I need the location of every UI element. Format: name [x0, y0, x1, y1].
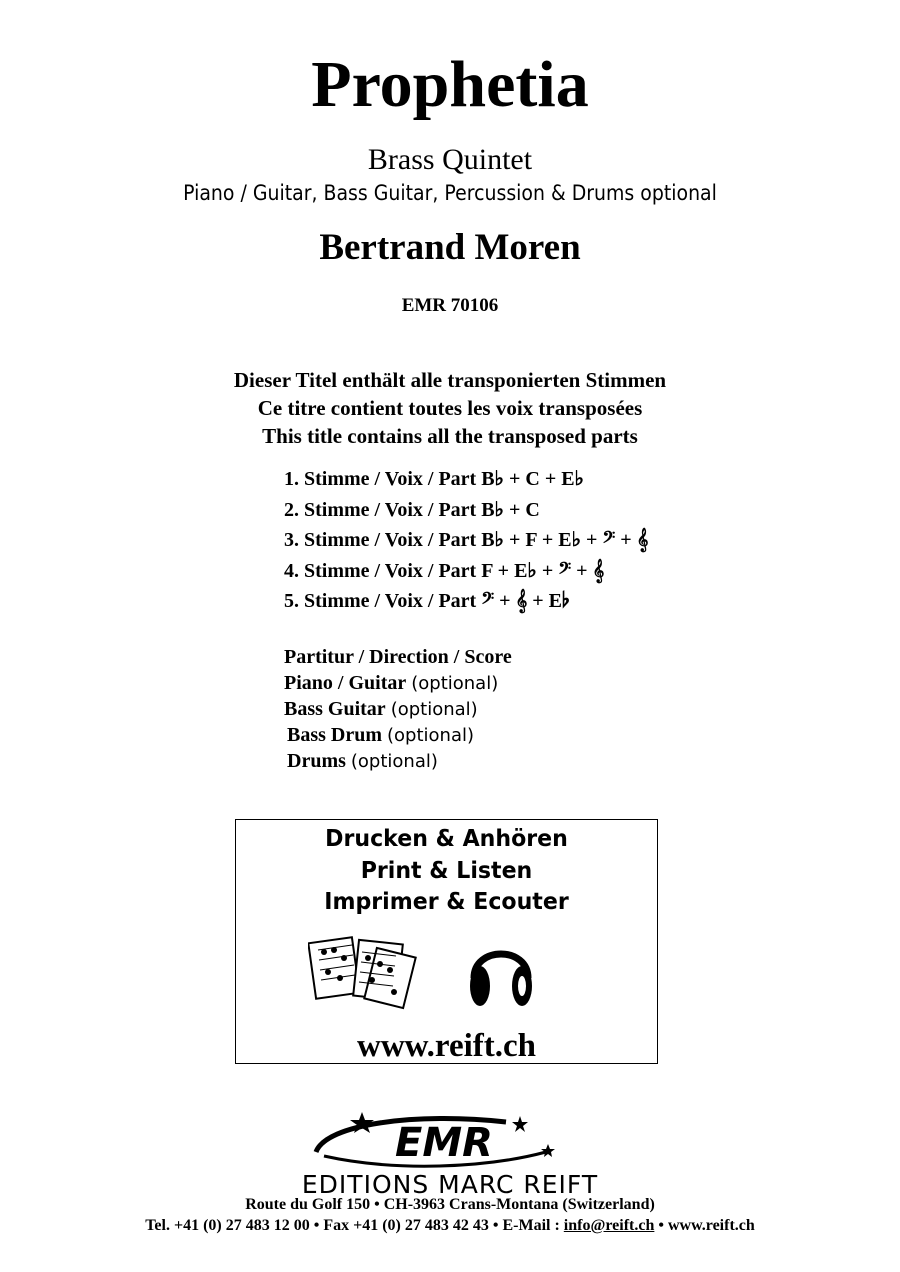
contact-suffix: • www.reift.ch [654, 1217, 755, 1234]
subtitle: Brass Quintet [367, 143, 533, 176]
extra-item [284, 670, 512, 696]
promo-line: Imprimer & Ecouter [324, 889, 569, 915]
part-item: 1. Stimme / Voix / Part B♭ + C + E♭ [284, 468, 584, 490]
catalog-number: EMR 70106 [401, 295, 499, 316]
publisher-address: Route du Golf 150 • CH-3963 Crans-Montana (Switzerland) [245, 1196, 655, 1213]
instrumentation: Piano / Guitar, Bass Guitar, Percussion & Drums optional [183, 181, 717, 205]
extra-item [284, 644, 512, 670]
title: Prophetia [311, 48, 589, 121]
extra-note: (optional) [390, 699, 478, 720]
note-french: Ce titre contient toutes les voix transposées [257, 396, 643, 420]
extra-name: Drums [287, 750, 346, 772]
logo-text: EMR [395, 1120, 493, 1166]
email-link[interactable]: info@reift.ch [563, 1217, 655, 1234]
extra-item [284, 748, 512, 774]
part-item: 2. Stimme / Voix / Part B♭ + C [284, 498, 540, 521]
website-url[interactable]: www.reift.ch [356, 1028, 537, 1064]
extra-item [284, 696, 512, 722]
part-item: 3. Stimme / Voix / Part B♭ + F + E♭ + 𝄢 + 𝄞 [284, 529, 649, 551]
extras-list [284, 644, 512, 774]
promo-line: Drucken & Anhören [325, 826, 568, 852]
contact-prefix: Tel. +41 (0) 27 483 12 00 • Fax +41 (0) 27 483 42 43 • E-Mail : [145, 1217, 564, 1234]
extra-name: Partitur / Direction / Score [284, 646, 512, 668]
extra-name: Bass Guitar [284, 698, 386, 720]
promo-line: Print & Listen [360, 858, 533, 884]
extra-note: (optional) [411, 673, 499, 694]
sheet-music-icon [308, 930, 420, 1010]
extra-name: Bass Drum [287, 724, 383, 746]
print-listen-box [235, 819, 658, 1064]
headphones-icon [466, 932, 536, 1012]
extra-note: (optional) [350, 751, 438, 772]
emr-logo [306, 1108, 566, 1172]
extra-name: Piano / Guitar [284, 672, 407, 694]
extra-note: (optional) [387, 725, 475, 746]
composer: Bertrand Moren [319, 227, 581, 268]
note-german: Dieser Titel enthält alle transponierten Stimmen [233, 368, 667, 392]
publisher-name: EDITIONS MARC REIFT [301, 1170, 599, 1199]
extra-item [284, 722, 512, 748]
transposition-notes [0, 366, 900, 450]
parts-list [284, 465, 649, 618]
publisher-contact [0, 1218, 900, 1234]
part-item: 4. Stimme / Voix / Part F + E♭ + 𝄢 + 𝄞 [284, 559, 605, 582]
part-item: 5. Stimme / Voix / Part 𝄢 + 𝄞 + E♭ [284, 590, 570, 612]
note-english: This title contains all the transposed parts [262, 424, 638, 448]
